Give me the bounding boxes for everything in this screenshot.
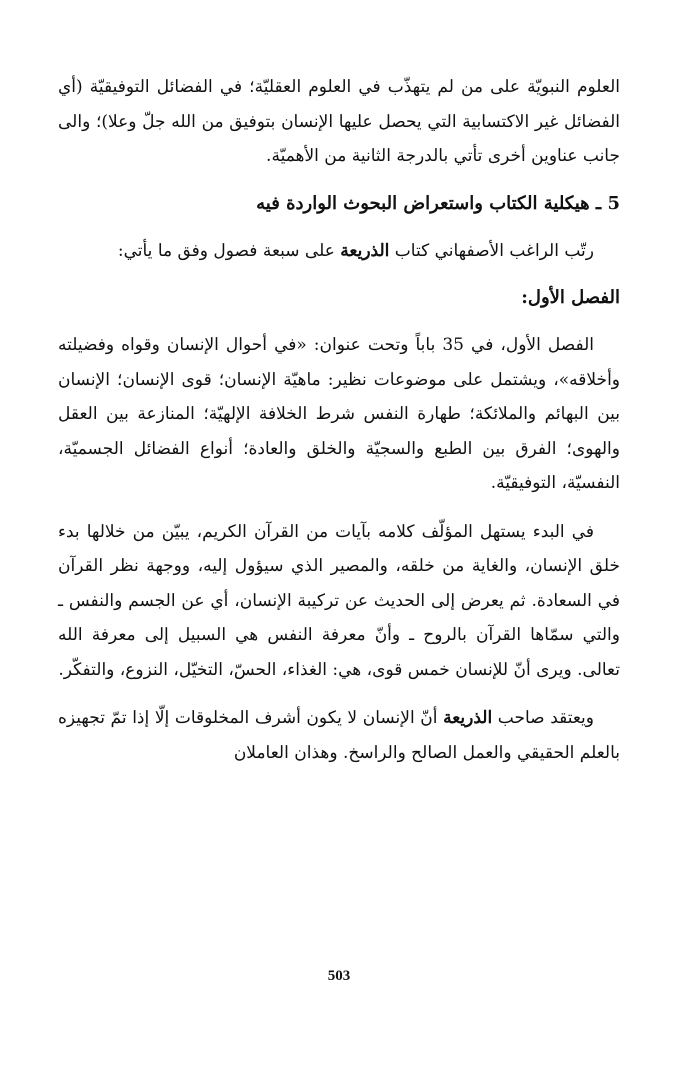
- spacer: [58, 268, 620, 280]
- chapter-heading: الفصل الأول:: [521, 287, 620, 308]
- paragraph-chapter-one: الفصل الأول، في 35 باباً وتحت عنوان: «في أحوال الإنسان وقواه وفضيلته وأخلاقه»، ويشتمل على موضوعات نظير: ماهيّة الإنسان؛ قوى الإنسان؛ الإنسان بين البهائم والملائكة؛ طهارة النفس شرط الخلافة الإلهيّة؛ المنازعة بين العقل والهوى؛ الفرق بين الطبع والسجيّة والخلق والعادة؛ أنواع الفضائل الجسميّة، النفسيّة، التوفيقيّة.: [58, 335, 620, 493]
- text-run: رتّب الراغب الأصفهاني كتاب: [389, 240, 594, 261]
- paragraph-intro-continuation: العلوم النبويّة على من لم يتهذّب في العلوم العقليّة؛ في الفضائل التوفيقيّة (أي الفضائل غير الاكتسابية التي يحصل عليها الإنسان بتوفيق من الله جلّ وعلا)؛ والى جانب عناوين أخرى تأتي بالدرجة الثانية من الأهميّة.: [58, 77, 620, 166]
- section-heading: 5 ـ هيكلية الكتاب واستعراض البحوث الواردة فيه: [256, 192, 620, 214]
- spacer: [58, 222, 620, 234]
- page-content: [58, 70, 620, 770]
- spacer: [58, 316, 620, 328]
- paragraph-dharia-belief: [58, 701, 620, 770]
- text-run: على سبعة فصول وفق ما يأتي:: [117, 240, 341, 261]
- text-run: ويعتقد صاحب: [492, 708, 594, 728]
- paragraph-book-structure: [58, 234, 620, 269]
- spacer: [58, 174, 620, 186]
- paragraph-author-intro: في البدء يستهل المؤلّف كلامه بآيات من القرآن الكريم، يبيّن من خلالها بدء خلق الإنسان، والغاية من خلقه، والمصير الذي سيؤول إليه، ووجهة نظر القرآن في السعادة. ثم يعرض إلى الحديث عن تركيبة الإنسان، أي عن الجسم والنفس ـ والتي سمّاها القرآن بالروح ـ وأنّ معرفة النفس هي السبيل إلى معرفة الله تعالى. ويرى أنّ للإنسان خمس قوى، هي: الغذاء، الحسّ، التخيّل، النزوع، والتفكّر.: [58, 521, 620, 680]
- text-run: أنّ الإنسان لا يكون أشرف المخلوقات إلّا إذا تمّ تجهيزه بالعلم الحقيقي والعمل الصالح والراسخ. وهذان العاملان: [58, 708, 620, 763]
- spacer: [58, 687, 620, 701]
- book-title-bold: الذريعة: [340, 240, 390, 261]
- book-title-bold: الذريعة: [443, 708, 493, 728]
- page-number: 503: [327, 968, 351, 984]
- spacer: [58, 501, 620, 515]
